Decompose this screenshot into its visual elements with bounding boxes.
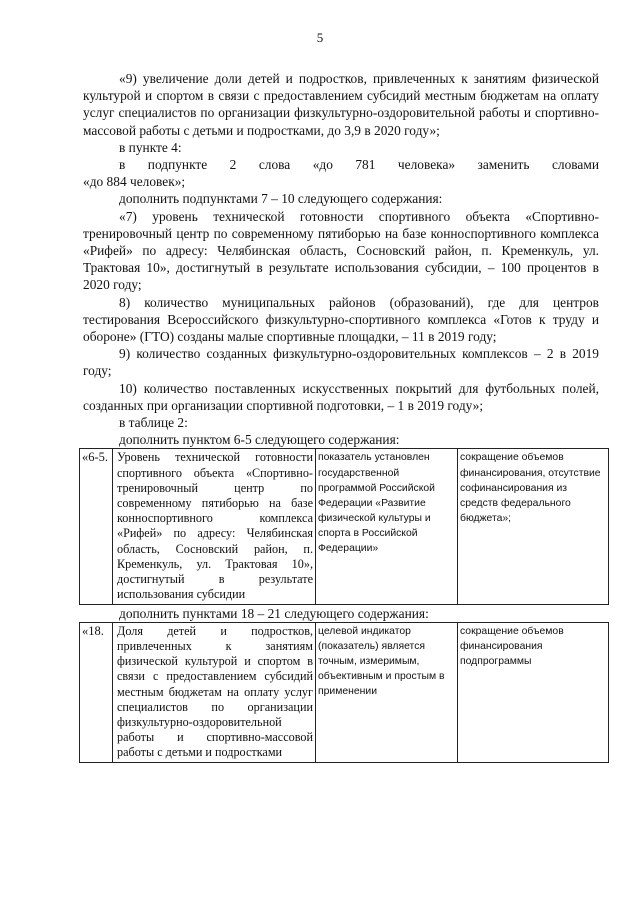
paragraph-add-subpoints: дополнить подпунктами 7 – 10 следующего содержания: [119, 191, 443, 207]
paragraph-add-6-5: дополнить пунктом 6-5 следующего содержания: [119, 432, 400, 448]
paragraph-indicator-9: «9) увеличение доли детей и подростков, привлеченных к занятиям физической культурой и спортом в связи с предоставлением субсидий местным бюджетам на оплату услуг специалистов по организации физкультурно-оздоровительной работы и спортивно-массовой работы с детьми и подростками, до 3,9 в 2020 году»; [83, 71, 599, 138]
cell-indicator-name: Уровень технической готовности спортивного объекта «Спортивно-тренировочный центр по современному пятиборью на базе конноспортивного комплекса «Рифей» по адресу: Челябинская область, Сосновский район, п. Кременкуль, ул. Трактовая 10», достигнутый в результате использования субсидии [113, 449, 316, 604]
paragraph-subpoint-2: в подпункте 2 слова «до 781 человека» заменить словами [119, 157, 599, 173]
paragraph-table-2: в таблице 2: [119, 415, 188, 431]
table-row-18 [79, 622, 609, 763]
cell-reason: сокращение объемов финансирования подпрограммы [458, 622, 609, 762]
cell-basis: показатель установлен государственной программой Российской Федерации «Развитие физической культуры и спорта в Российской Федерации» [316, 449, 458, 604]
paragraph-subpoint-2-cont: «до 884 человек»; [83, 174, 186, 190]
paragraph-point-4: в пункте 4: [119, 139, 182, 155]
table-row [80, 622, 609, 762]
paragraph-indicator-9-complexes: 9) количество созданных физкультурно-оздоровительных комплексов – 2 в 2019 году; [83, 346, 599, 379]
cell-basis: целевой индикатор (показатель) является точным, измеримым, объективным и простым в применении [316, 622, 458, 762]
cell-reason: сокращение объемов финансирования, отсутствие софинансирования из средств федерального бюджета»; [458, 449, 609, 604]
document-body [83, 70, 599, 763]
paragraph-indicator-7: «7) уровень технической готовности спортивного объекта «Спортивно-тренировочный центр по современному пятиборью на базе конноспортивного комплекса «Рифей» по адресу: Челябинская область, Сосновский район, п. Кременкуль, ул. Трактовая 10», достигнутый в результате использования субсидии, – 100 процентов в 2020 году; [83, 208, 599, 293]
cell-number: «18. [80, 622, 113, 762]
cell-indicator-name: Доля детей и подростков, привлеченных к занятиям физической культурой и спортом в связи с предоставлением субсидий местным бюджетам на оплату услуг специалистов по организации физкультурно-оздоровительной работы и спортивно-массовой работы с детьми и подростками [113, 622, 316, 762]
paragraph-add-18-21: дополнить пунктами 18 – 21 следующего содержания: [119, 605, 429, 621]
table-row-6-5 [79, 448, 609, 604]
table-row [80, 449, 609, 604]
paragraph-indicator-10: 10) количество поставленных искусственных покрытий для футбольных полей, созданных при организации спортивной подготовки, – 1 в 2019 году»; [83, 380, 599, 413]
cell-number: «6-5. [80, 449, 113, 604]
page-number: 5 [316, 30, 324, 45]
paragraph-indicator-8: 8) количество муниципальных районов (образований), где для центров тестирования Всероссийского физкультурно-спортивного комплекса «Готов к труду и обороне» (ГТО) созданы малые спортивные площадки, – 11 в 2019 году; [83, 294, 599, 345]
